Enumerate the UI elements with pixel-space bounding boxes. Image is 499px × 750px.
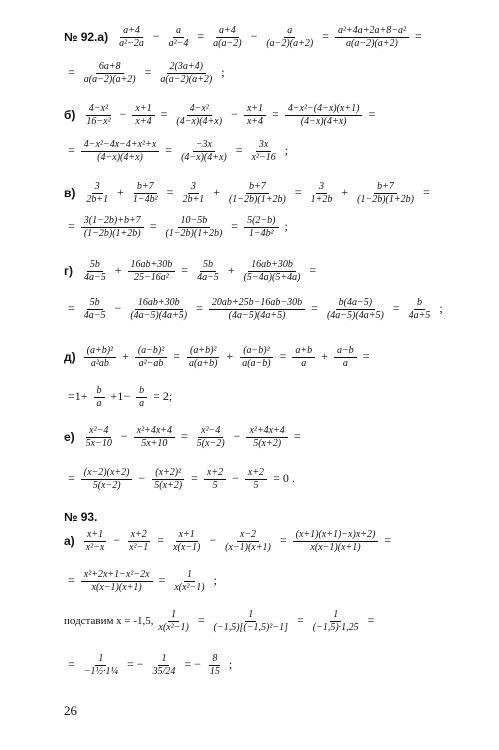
denominator: (4−x)(4+x)	[97, 151, 143, 163]
operator: −	[114, 300, 122, 315]
p92-v-line1	[64, 182, 434, 204]
operator: =	[173, 348, 180, 363]
operator: =	[196, 300, 203, 315]
p92-g-line2	[64, 298, 447, 320]
operator: =	[309, 262, 317, 277]
operator: ;	[213, 572, 217, 587]
fraction	[81, 467, 133, 492]
fraction	[204, 467, 226, 492]
operator: = 2;	[153, 388, 173, 403]
denominator: 2b+1	[182, 193, 205, 205]
numerator: x+1	[84, 529, 106, 542]
denominator: a	[139, 397, 145, 409]
operator: =	[68, 656, 75, 671]
fraction	[132, 103, 154, 128]
fraction	[170, 529, 203, 554]
p93-a-line4	[64, 654, 236, 676]
numerator: 4−x²−4x−4+x²+x	[81, 139, 160, 152]
fraction	[81, 139, 160, 164]
fraction	[81, 569, 153, 594]
fraction	[81, 653, 121, 678]
numerator: 10−5b	[178, 215, 211, 228]
operator: = −	[184, 656, 201, 671]
denominator: a(a−2)(a+2)	[346, 37, 398, 49]
fraction	[263, 25, 316, 50]
fraction	[126, 529, 151, 554]
label-a-93: а)	[64, 534, 75, 548]
fraction	[207, 653, 223, 678]
numerator: b	[414, 297, 425, 310]
operator: =1+	[68, 388, 88, 403]
operator: −	[113, 532, 121, 547]
p93-a-line1	[64, 530, 395, 552]
operator: =	[367, 612, 375, 627]
denominator: −1½·1¼	[83, 665, 119, 677]
denominator: a(a−b)	[242, 357, 271, 369]
numerator: (a−b)²	[240, 345, 272, 358]
operator: =	[311, 300, 318, 315]
substitute-text: подставим x = -1,5,	[64, 615, 154, 627]
numerator: 3	[188, 181, 199, 194]
operator: =	[157, 532, 165, 547]
denominator: 4a−5	[197, 271, 219, 283]
denominator: 1−4b²	[248, 227, 274, 239]
fraction	[151, 467, 185, 492]
denominator: (−1,5)·1,25	[312, 621, 359, 633]
numerator: a−b	[334, 345, 357, 358]
operator: +	[321, 348, 328, 363]
denominator: (a−2)(a+2)	[266, 37, 314, 49]
operator: =	[149, 218, 157, 233]
denominator: x+4	[246, 115, 264, 127]
fraction	[134, 425, 175, 450]
operator: =	[181, 262, 189, 277]
numerator: 1	[330, 609, 341, 622]
denominator: x+4	[135, 115, 152, 127]
p92-b-line2	[64, 140, 292, 162]
operator: −	[119, 106, 127, 121]
operator: = −	[127, 656, 144, 671]
numerator: (x−2)(x+2)	[81, 467, 133, 480]
fraction	[239, 345, 273, 370]
numerator: a+4	[216, 25, 239, 38]
page-number: 26	[64, 703, 77, 718]
denominator: (−1,5)[(−1,5)²−1]	[213, 621, 288, 633]
denominator: (4−x)(4+x)	[300, 115, 347, 127]
operator: =	[272, 106, 279, 121]
p93-a-line3	[64, 610, 378, 632]
numerator: x²+2x+1−x²−2x	[81, 569, 153, 582]
operator: =	[414, 28, 422, 43]
denominator: 5x+10	[141, 437, 168, 449]
fraction	[83, 425, 115, 450]
operator: =	[231, 218, 239, 233]
numerator: x−2	[237, 529, 259, 542]
fraction	[150, 653, 179, 678]
numerator: 1	[168, 609, 179, 622]
denominator: a	[96, 397, 102, 409]
fraction	[83, 103, 113, 128]
denominator: a	[342, 357, 348, 369]
denominator: x(x−1)(x+1)	[310, 541, 361, 553]
operator: =	[68, 218, 75, 233]
denominator: (1−2b)(1+2b)	[228, 193, 286, 205]
numerator: x²−4	[86, 425, 111, 438]
denominator: (1−2b)(1+2b)	[357, 193, 414, 205]
denominator: 4a−5	[84, 271, 106, 283]
denominator: 2b+1	[86, 193, 109, 205]
numerator: 16ab+30b	[135, 297, 183, 310]
fraction	[210, 25, 244, 50]
denominator: x(x²−1)	[158, 621, 189, 633]
fraction	[116, 25, 147, 50]
numerator: 16ab+30b	[128, 259, 176, 272]
numerator: 4−x²	[86, 103, 111, 116]
fraction	[83, 529, 108, 554]
numerator: a	[284, 25, 295, 38]
denominator: 4a+5	[408, 309, 431, 321]
numerator: 3	[92, 181, 103, 194]
numerator: b+7	[134, 181, 157, 194]
operator: =	[191, 470, 198, 485]
fraction	[293, 529, 379, 554]
denominator: (4−x)(4+x)	[181, 151, 227, 163]
operator: =	[293, 428, 301, 443]
operator: =	[197, 612, 205, 627]
fraction	[226, 181, 289, 206]
p92-a-line1	[64, 26, 426, 48]
operator: =	[368, 106, 376, 121]
operator: =	[181, 428, 188, 443]
p92-e-line1	[64, 426, 305, 448]
fraction	[166, 25, 192, 50]
denominator: 5x−10	[85, 437, 112, 449]
operator: =	[392, 300, 400, 315]
operator: +	[213, 184, 220, 199]
denominator: a²−2a	[119, 37, 144, 49]
denominator: 4a−5	[83, 309, 106, 321]
operator: −	[152, 28, 160, 43]
denominator: 25−16a²	[134, 271, 169, 283]
fraction	[246, 425, 287, 450]
operator: =	[294, 184, 302, 199]
denominator: 16−x²	[86, 115, 111, 127]
fraction	[285, 103, 363, 128]
operator: +	[117, 184, 124, 199]
numerator: x+1	[132, 103, 154, 116]
operator: ;	[228, 656, 233, 671]
p92-v-line2	[64, 216, 292, 238]
label-a: а)	[97, 30, 109, 44]
numerator: 8	[209, 653, 220, 666]
fraction	[171, 569, 207, 594]
operator: −	[233, 428, 241, 443]
fraction	[94, 385, 105, 410]
operator: =	[384, 532, 392, 547]
numerator: x+2	[128, 529, 150, 542]
numerator: 3	[316, 181, 327, 194]
fraction	[81, 297, 109, 322]
numerator: 4−x²	[187, 103, 212, 116]
operator: −	[138, 470, 146, 485]
operator: =	[68, 64, 75, 79]
fraction	[308, 181, 336, 206]
denominator: 35/24	[152, 665, 176, 677]
operator: +	[226, 348, 234, 363]
numerator: a+4	[120, 25, 143, 38]
denominator: (4a−5)(4a+5)	[228, 309, 286, 321]
fraction	[173, 103, 225, 128]
numerator: 3(1−2b)+b+7	[81, 215, 144, 228]
label-d: д)	[64, 350, 76, 364]
denominator: 5(x−2)	[196, 437, 225, 449]
numerator: a	[173, 25, 184, 38]
denominator: x²−16	[251, 151, 276, 163]
numerator: 3x	[256, 139, 271, 152]
numerator: b	[94, 385, 105, 398]
fraction	[194, 425, 228, 450]
denominator: x²−x	[85, 541, 105, 553]
operator: =	[362, 348, 370, 363]
operator: ;	[439, 300, 443, 315]
operator: =	[160, 106, 168, 121]
p92-g-line1	[64, 260, 320, 282]
numerator: x²−4	[198, 425, 223, 438]
denominator: (4a−5)(4a+5)	[130, 309, 188, 321]
p92-a-line2	[64, 62, 229, 84]
denominator: x(x−1)(x+1)	[91, 581, 142, 593]
fraction	[81, 215, 144, 240]
operator: =	[422, 184, 430, 199]
denominator: a(a−2)(a+2)	[160, 73, 213, 85]
fraction	[222, 529, 274, 554]
numerator: (a−b)²	[135, 345, 167, 358]
p93-title-row	[64, 506, 97, 528]
operator: +	[341, 184, 349, 199]
fraction	[324, 297, 387, 322]
fraction	[136, 385, 147, 410]
operator: =	[68, 572, 75, 587]
numerator: a²+4a+2a+8−a²	[335, 25, 409, 38]
numerator: 4−x²−(4−x)(x+1)	[285, 103, 363, 116]
numerator: (a+b)²	[187, 345, 219, 358]
p92-b-line1	[64, 104, 379, 126]
denominator: a(a−2)(a+2)	[83, 73, 136, 85]
denominator: (5−4a)(5+4a)	[243, 271, 301, 283]
operator: =	[166, 184, 174, 199]
numerator: b+7	[246, 181, 269, 194]
numerator: (a+b)²	[84, 345, 116, 358]
label-e: е)	[64, 430, 75, 444]
fraction	[84, 345, 116, 370]
label-v: в)	[64, 186, 76, 200]
fraction	[334, 345, 357, 370]
numerator: b+7	[374, 181, 397, 194]
operator: +	[114, 262, 122, 277]
numerator: 20ab+25b−16ab−30b	[209, 297, 305, 310]
operator: −	[250, 28, 258, 43]
operator: =	[279, 348, 287, 363]
denominator: (4a−5)(4a+5)	[326, 309, 384, 321]
denominator: 15	[209, 665, 220, 677]
fraction	[186, 345, 220, 370]
numerator: a+b	[292, 345, 315, 358]
p92-d-line2	[64, 386, 176, 408]
numerator: x²+4x+4	[134, 425, 175, 438]
operator: −	[120, 428, 128, 443]
numerator: (x+1)(x+1)−x)x+2)	[293, 529, 379, 542]
operator: −	[231, 106, 238, 121]
denominator: (1−2b)(1+2b)	[83, 227, 141, 239]
operator: =	[68, 142, 75, 157]
numerator: 1	[158, 653, 169, 666]
numerator: b	[136, 385, 147, 398]
numerator: 5b	[87, 259, 103, 272]
numerator: 5(2−b)	[244, 215, 278, 228]
denominator: x²−1	[129, 541, 149, 553]
denominator: (4−x)(4+x)	[176, 115, 223, 127]
fraction	[162, 215, 225, 240]
fraction	[81, 259, 109, 284]
numerator: x+2	[245, 467, 267, 480]
operator: +1−	[110, 388, 131, 403]
denominator: 1+2b	[310, 193, 333, 205]
denominator: 5	[212, 479, 218, 491]
fraction	[244, 215, 278, 240]
p93-a-line2	[64, 570, 221, 592]
numerator: x+1	[176, 529, 198, 542]
operator: =	[322, 28, 329, 43]
operator: =	[68, 470, 75, 485]
numerator: x²+4x+4	[246, 425, 287, 438]
operator: +	[122, 348, 129, 363]
denominator: 5(x+2)	[154, 479, 183, 491]
numerator: 6a+8	[96, 61, 124, 74]
denominator: (x−1)(x+1)	[225, 541, 271, 553]
numerator: x+1	[244, 103, 266, 116]
denominator: 5	[253, 479, 259, 491]
numerator: (x+2)²	[152, 467, 184, 480]
fraction	[310, 609, 362, 634]
fraction	[130, 181, 161, 206]
fraction	[157, 61, 215, 86]
fraction	[244, 103, 266, 128]
operator: = 0 .	[273, 470, 295, 485]
denominator: 1−4b²	[132, 193, 158, 205]
operator: ;	[221, 64, 225, 79]
denominator: (1−2b)(1+2b)	[165, 227, 223, 239]
fraction	[179, 181, 207, 206]
denominator: a(a+b)	[189, 357, 218, 369]
fraction	[178, 139, 230, 164]
operator: =	[158, 572, 166, 587]
operator: =	[296, 612, 304, 627]
operator: −	[209, 532, 217, 547]
denominator: a²−ab	[138, 357, 164, 369]
problem-93-title: № 93.	[64, 510, 98, 524]
fraction	[209, 297, 305, 322]
numerator: 16ab+30b	[248, 259, 296, 272]
fraction	[241, 259, 304, 284]
numerator: −3x	[193, 139, 215, 152]
operator: =	[144, 64, 152, 79]
denominator: x(x−1)	[173, 541, 201, 553]
fraction	[249, 139, 279, 164]
label-g: г)	[64, 264, 73, 278]
numerator: 5b	[200, 259, 216, 272]
denominator: a	[301, 357, 307, 369]
fraction	[127, 297, 190, 322]
numerator: 2(3a+4)	[167, 61, 206, 74]
operator: −	[232, 470, 239, 485]
problem-92-title: № 92.	[64, 30, 98, 44]
fraction	[245, 467, 267, 492]
operator: =	[165, 142, 173, 157]
numerator: 1	[245, 609, 256, 622]
operator: =	[68, 300, 75, 315]
fraction	[406, 297, 434, 322]
fraction	[83, 181, 111, 206]
numerator: x+2	[204, 467, 226, 480]
operator: =	[235, 142, 243, 157]
numerator: 5b	[87, 297, 103, 310]
denominator: a²−4	[168, 37, 189, 49]
operator: ;	[284, 218, 288, 233]
numerator: 1	[184, 569, 195, 582]
denominator: 5(x+2)	[253, 437, 282, 449]
p92-e-line2	[64, 468, 299, 490]
numerator: b(4a−5)	[336, 297, 375, 310]
fraction	[335, 25, 409, 50]
operator: =	[279, 532, 287, 547]
denominator: 5(x−2)	[92, 479, 121, 491]
fraction	[211, 609, 291, 634]
denominator: a(a−2)	[213, 37, 242, 49]
fraction	[135, 345, 167, 370]
denominator: a²ab	[90, 357, 109, 369]
denominator: x(x²−1)	[174, 581, 205, 593]
p92-d-line1	[64, 346, 373, 368]
operator: ;	[284, 142, 289, 157]
fraction	[194, 259, 222, 284]
numerator: 1	[95, 653, 106, 666]
fraction	[156, 609, 192, 634]
fraction	[81, 61, 139, 86]
operator: +	[227, 262, 235, 277]
operator: =	[197, 28, 205, 43]
fraction	[292, 345, 315, 370]
fraction	[128, 259, 176, 284]
label-b: б)	[64, 108, 76, 122]
fraction	[354, 181, 417, 206]
